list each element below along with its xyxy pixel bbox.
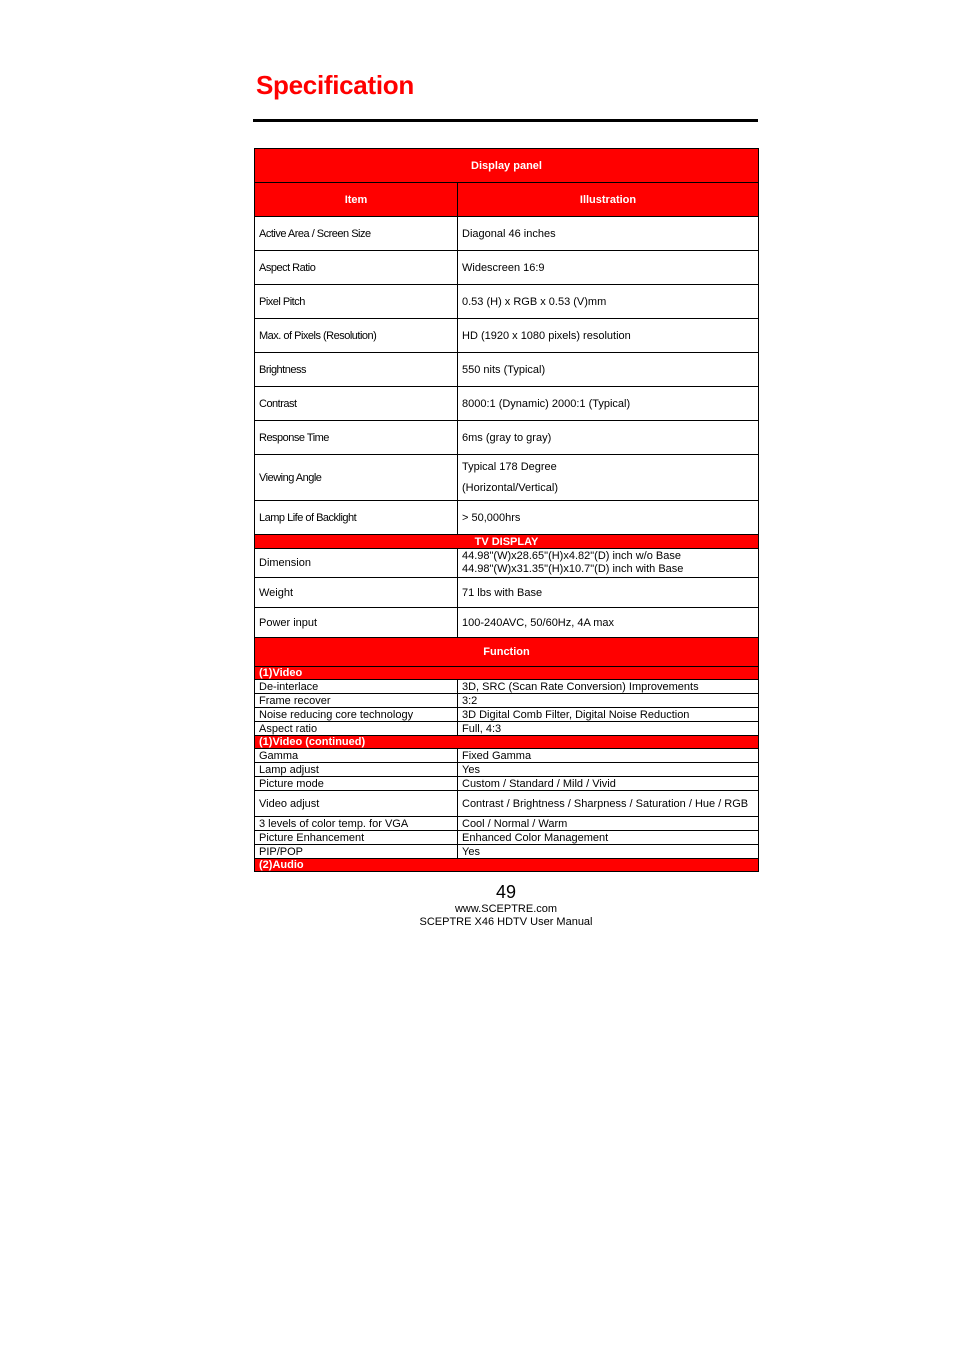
spec-item: Lamp adjust: [255, 763, 458, 777]
spec-value: Contrast / Brightness / Sharpness / Saturation / Hue / RGB: [458, 791, 759, 817]
spec-value: Yes: [458, 845, 759, 859]
table-row: [255, 791, 759, 817]
spec-value: Fixed Gamma: [458, 749, 759, 763]
table-row: [255, 387, 759, 421]
spec-item: Brightness: [255, 353, 458, 387]
spec-item: De-interlace: [255, 680, 458, 694]
spec-value: Custom / Standard / Mild / Vivid: [458, 777, 759, 791]
spec-item: Viewing Angle: [255, 455, 458, 501]
table-row: [255, 149, 759, 183]
spec-value: 550 nits (Typical): [458, 353, 759, 387]
spec-item: Power input: [255, 608, 458, 638]
spec-value: [458, 549, 759, 578]
video-section-header: (1)Video: [255, 667, 759, 680]
table-row: [255, 608, 759, 638]
spec-value-line: 44.98"(W)x31.35"(H)x10.7"(D) inch with Base: [462, 563, 684, 575]
page-title: Specification: [256, 70, 414, 100]
spec-item: Gamma: [255, 749, 458, 763]
spec-value: 8000:1 (Dynamic) 2000:1 (Typical): [458, 387, 759, 421]
spec-value: 6ms (gray to gray): [458, 421, 759, 455]
table-row: [255, 680, 759, 694]
table-row: [255, 708, 759, 722]
spec-value: Yes: [458, 763, 759, 777]
spec-item: Dimension: [255, 549, 458, 578]
spec-value: Diagonal 46 inches: [458, 217, 759, 251]
table-row: [255, 831, 759, 845]
spec-item: Weight: [255, 578, 458, 608]
spec-value: 3D, SRC (Scan Rate Conversion) Improvements: [458, 680, 759, 694]
spec-value: Enhanced Color Management: [458, 831, 759, 845]
display-panel-header: Display panel: [255, 149, 759, 183]
audio-section-header: (2)Audio: [255, 859, 759, 872]
spec-value-line: 44.98"(W)x28.65"(H)x4.82"(D) inch w/o Base: [462, 550, 681, 562]
table-row: [255, 455, 759, 501]
spec-value: HD (1920 x 1080 pixels) resolution: [458, 319, 759, 353]
spec-value: [458, 455, 759, 501]
table-row: [255, 722, 759, 736]
title-divider: [253, 119, 758, 122]
spec-value: 71 lbs with Base: [458, 578, 759, 608]
column-header-item: Item: [255, 183, 458, 217]
table-row: [255, 251, 759, 285]
spec-item: Aspect Ratio: [255, 251, 458, 285]
table-row: [255, 353, 759, 387]
spec-value: 3:2: [458, 694, 759, 708]
spec-item: Active Area / Screen Size: [255, 217, 458, 251]
table-row: [255, 421, 759, 455]
spec-value: Full, 4:3: [458, 722, 759, 736]
manual-name: SCEPTRE X46 HDTV User Manual: [419, 916, 593, 928]
table-row: [255, 817, 759, 831]
spec-item: PIP/POP: [255, 845, 458, 859]
spec-item: Video adjust: [255, 791, 458, 817]
spec-item: Max. of Pixels (Resolution): [255, 319, 458, 353]
spec-item: Lamp Life of Backlight: [255, 501, 458, 535]
specification-table: [254, 148, 759, 872]
table-row: [255, 694, 759, 708]
table-row: [255, 501, 759, 535]
spec-value: Widescreen 16:9: [458, 251, 759, 285]
spec-value: 100-240AVC, 50/60Hz, 4A max: [458, 608, 759, 638]
spec-item: Frame recover: [255, 694, 458, 708]
spec-item: Picture Enhancement: [255, 831, 458, 845]
table-row: [255, 217, 759, 251]
spec-item: Noise reducing core technology: [255, 708, 458, 722]
spec-value: > 50,000hrs: [458, 501, 759, 535]
spec-value-line: Typical 178 Degree: [462, 461, 557, 473]
table-row: [255, 285, 759, 319]
spec-item: Contrast: [255, 387, 458, 421]
spec-value: 3D Digital Comb Filter, Digital Noise Reduction: [458, 708, 759, 722]
table-row: [255, 183, 759, 217]
table-row: [255, 859, 759, 872]
page-number: 49: [495, 882, 517, 902]
video-continued-section-header: (1)Video (continued): [255, 736, 759, 749]
spec-item: Aspect ratio: [255, 722, 458, 736]
table-row: [255, 319, 759, 353]
spec-item: 3 levels of color temp. for VGA: [255, 817, 458, 831]
column-header-illustration: Illustration: [458, 183, 759, 217]
spec-value: 0.53 (H) x RGB x 0.53 (V)mm: [458, 285, 759, 319]
table-row: [255, 535, 759, 549]
spec-item: Pixel Pitch: [255, 285, 458, 319]
website-link[interactable]: www.SCEPTRE.com: [454, 903, 558, 915]
table-row: [255, 638, 759, 667]
function-header: Function: [255, 638, 759, 667]
table-row: [255, 763, 759, 777]
tv-display-header: TV DISPLAY: [255, 535, 759, 549]
spec-value: Cool / Normal / Warm: [458, 817, 759, 831]
table-row: [255, 549, 759, 578]
table-row: [255, 845, 759, 859]
spec-item: Response Time: [255, 421, 458, 455]
spec-value-line: (Horizontal/Vertical): [462, 482, 558, 494]
table-row: [255, 578, 759, 608]
table-row: [255, 736, 759, 749]
spec-item: Picture mode: [255, 777, 458, 791]
table-row: [255, 667, 759, 680]
table-row: [255, 749, 759, 763]
table-row: [255, 777, 759, 791]
